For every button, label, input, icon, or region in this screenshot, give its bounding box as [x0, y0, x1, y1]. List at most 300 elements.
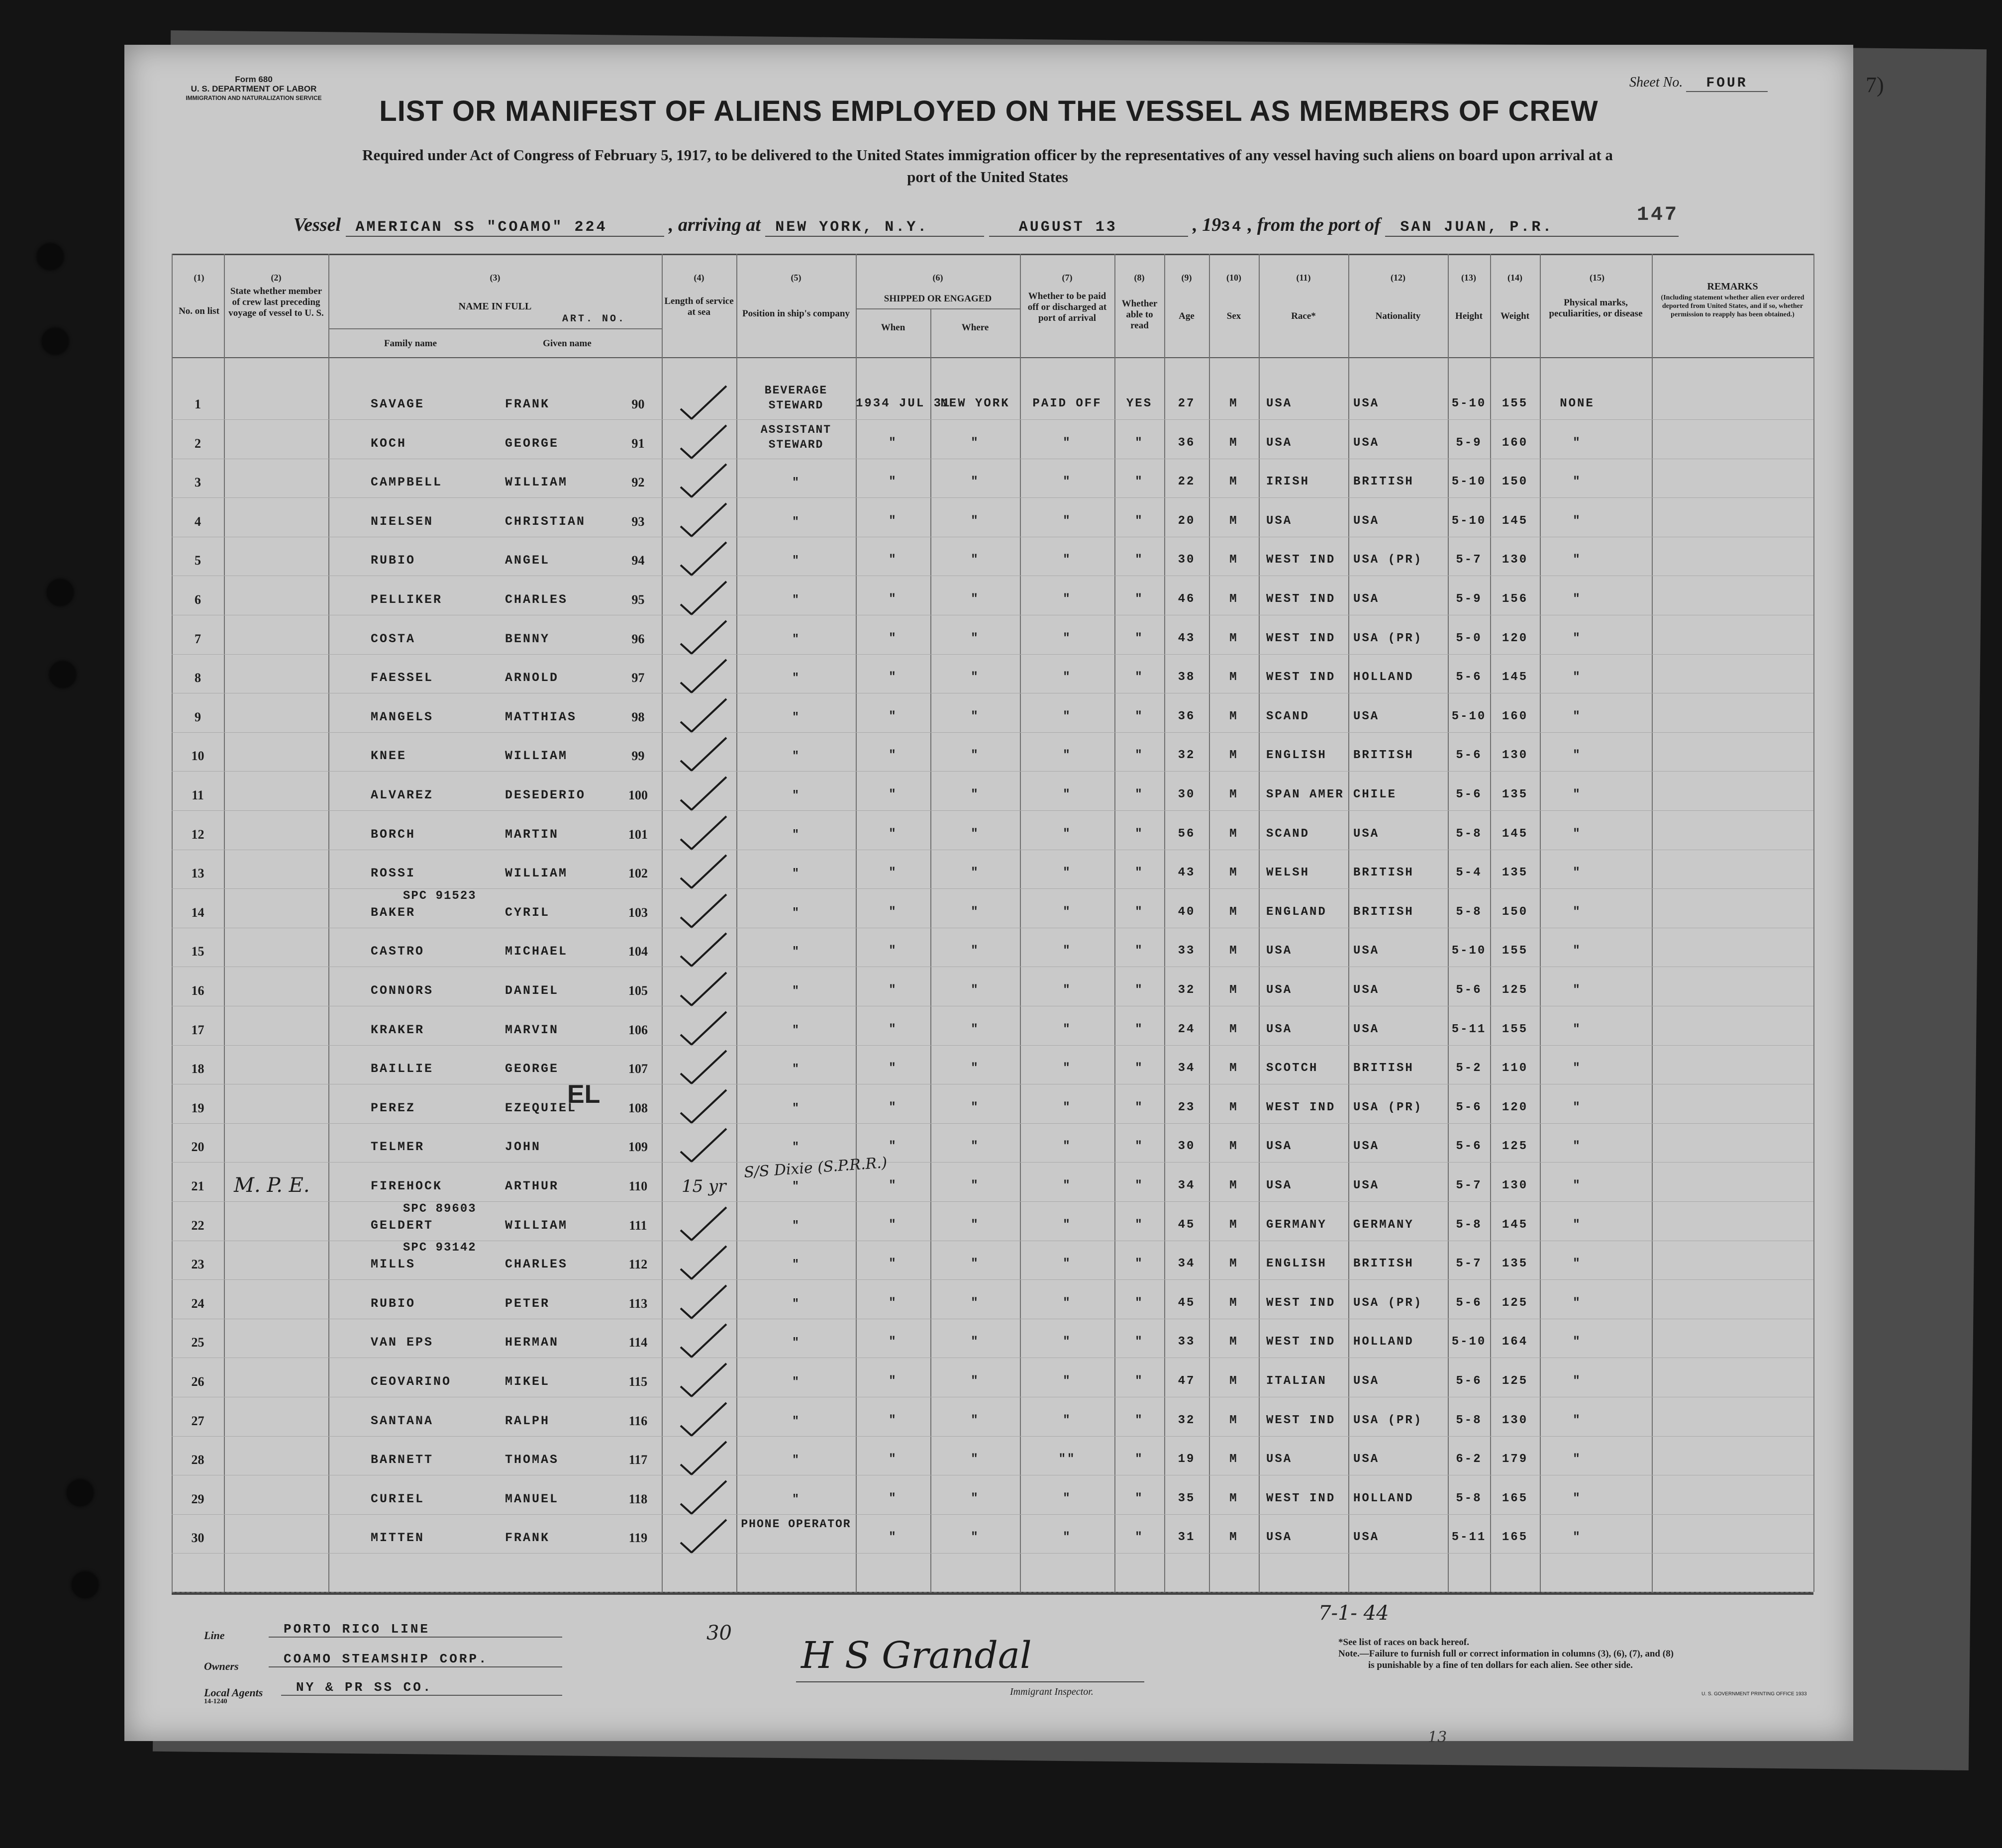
row-rule	[172, 1162, 1813, 1163]
row-family: COSTA	[371, 631, 416, 646]
row-nat: USA	[1353, 436, 1380, 450]
row-marks: "	[1573, 671, 1582, 684]
col-5-number: (5)	[791, 273, 801, 283]
col-12-header: Nationality	[1375, 311, 1421, 321]
row-sex: M	[1229, 436, 1238, 450]
checkmark-icon	[677, 1361, 721, 1395]
row-weight: 130	[1502, 1179, 1528, 1192]
row-spc-number: SPC 89603	[403, 1202, 477, 1216]
row-art: 117	[628, 1453, 648, 1467]
row-read: "	[1135, 1100, 1144, 1114]
row-paid: "	[1063, 1491, 1072, 1505]
row-paid: "	[1063, 1296, 1072, 1310]
row-given: WILLIAM	[505, 749, 568, 764]
row-given: CHRISTIAN	[505, 514, 586, 529]
row-paid: "	[1063, 475, 1072, 489]
row-art: 109	[628, 1140, 648, 1155]
row-paid: "	[1063, 1335, 1072, 1349]
row-marks: "	[1573, 1374, 1582, 1388]
row-art: 108	[628, 1100, 648, 1115]
row-position: "	[792, 1258, 800, 1271]
row-given: MARVIN	[505, 1022, 559, 1037]
row-position: "	[792, 476, 800, 489]
row-marks: "	[1573, 1257, 1582, 1271]
row-weight: 135	[1502, 1257, 1528, 1271]
row-marks: "	[1573, 749, 1582, 763]
row-where: "	[971, 1218, 980, 1232]
row-sex: M	[1229, 1413, 1238, 1427]
row-sex: M	[1229, 749, 1238, 763]
row-age: 30	[1178, 553, 1196, 567]
row-sex: M	[1229, 1062, 1238, 1075]
checkmark-icon	[677, 696, 721, 731]
row-when: "	[889, 1491, 898, 1505]
arrival-year: 34	[1221, 219, 1243, 236]
row-race: WEST IND	[1266, 671, 1336, 684]
row-race: WELSH	[1266, 866, 1310, 880]
row-rule	[172, 732, 1813, 733]
row-where: "	[971, 1179, 980, 1192]
row-paid: "	[1063, 1531, 1072, 1545]
row-age: 43	[1178, 866, 1196, 880]
row-nat: USA	[1353, 1140, 1380, 1154]
row-no: 8	[195, 671, 201, 685]
row-paid: "	[1063, 1179, 1072, 1192]
row-no: 13	[191, 866, 204, 881]
row-position: "	[792, 789, 800, 802]
row-paid: "	[1063, 1257, 1072, 1271]
row-sex: M	[1229, 788, 1238, 801]
row-when: "	[889, 1062, 898, 1075]
row-weight: 150	[1502, 905, 1528, 919]
row-art: 99	[631, 749, 645, 764]
row-race: ITALIAN	[1266, 1374, 1327, 1388]
row-weight: 120	[1502, 1100, 1528, 1114]
sheet-number: FOUR	[1686, 76, 1767, 92]
row-age: 36	[1178, 709, 1196, 723]
row-race: USA	[1266, 1453, 1293, 1466]
row-family: PELLIKER	[371, 592, 443, 607]
row-nat: HOLLAND	[1353, 671, 1414, 684]
row-age: 19	[1178, 1453, 1196, 1466]
row-position: "	[792, 750, 800, 763]
row-paid: "	[1063, 1218, 1072, 1232]
department-name: U. S. DEPARTMENT OF LABOR	[191, 84, 317, 94]
row-sex: M	[1229, 631, 1238, 645]
row-given: GEORGE	[505, 436, 559, 451]
row-age: 45	[1178, 1218, 1196, 1232]
row-no: 7	[195, 631, 201, 646]
row-age: 34	[1178, 1062, 1196, 1075]
row-nat: USA	[1353, 1531, 1380, 1545]
row-weight: 164	[1502, 1335, 1528, 1349]
row-paid: "	[1063, 631, 1072, 645]
row-read: "	[1135, 1491, 1144, 1505]
where-header: Where	[961, 322, 989, 333]
col-6-header: SHIPPED OR ENGAGED	[884, 293, 992, 304]
row-read: "	[1135, 1218, 1144, 1232]
row-weight: 155	[1502, 397, 1528, 410]
row-height: 5-11	[1451, 1022, 1487, 1036]
row-position: "	[792, 984, 800, 997]
row-where: "	[971, 1491, 980, 1505]
row-given: EZEQUIEL	[505, 1100, 577, 1115]
row-family: NIELSEN	[371, 514, 434, 529]
row-marks: "	[1573, 1179, 1582, 1192]
row-paid: "	[1063, 944, 1072, 958]
row-weight: 145	[1502, 671, 1528, 684]
row-no: 19	[191, 1100, 204, 1115]
row-art: 112	[628, 1257, 648, 1272]
row-no: 24	[191, 1296, 204, 1311]
row-when: "	[889, 592, 898, 606]
row-marks: "	[1573, 1062, 1582, 1075]
footer-mark: 7-1- 44	[1318, 1602, 1389, 1625]
row-weight: 110	[1502, 1062, 1528, 1075]
row-given: MICHAEL	[505, 944, 568, 959]
row-height: 5-8	[1456, 1413, 1482, 1427]
row-where: "	[971, 631, 980, 645]
row-weight: 120	[1502, 631, 1528, 645]
row-height: 5-8	[1456, 827, 1482, 841]
row-marks: "	[1573, 1531, 1582, 1545]
row-sex: M	[1229, 1257, 1238, 1271]
row-paid: "	[1063, 709, 1072, 723]
row-position: "	[792, 906, 800, 919]
row-sex: M	[1229, 1218, 1238, 1232]
row-race: USA	[1266, 397, 1293, 410]
remarks-header: REMARKS	[1707, 281, 1758, 292]
row-family: ROSSI	[371, 866, 416, 881]
row-read: "	[1135, 749, 1144, 763]
col-9-header: Age	[1179, 311, 1195, 321]
row-height: 5-6	[1456, 749, 1482, 763]
row-height: 5-6	[1456, 983, 1482, 997]
row-height: 5-8	[1456, 905, 1482, 919]
checkmark-icon	[677, 1009, 721, 1044]
row-nat: USA	[1353, 1179, 1380, 1192]
row-read: "	[1135, 1453, 1144, 1466]
row-sex: M	[1229, 983, 1238, 997]
row-race: WEST IND	[1266, 1100, 1336, 1114]
row-rule	[172, 419, 1813, 420]
vessel-name: AMERICAN SS "COAMO" 224	[346, 219, 664, 237]
row-height: 5-9	[1456, 436, 1482, 450]
row-when: "	[889, 1179, 898, 1192]
row-height: 5-6	[1456, 671, 1482, 684]
row-age: 34	[1178, 1257, 1196, 1271]
form-number: Form 680	[235, 75, 273, 84]
row-race: GERMANY	[1266, 1218, 1327, 1232]
row-when: "	[889, 749, 898, 763]
row-art: 106	[628, 1022, 648, 1037]
row-paid: "	[1063, 1100, 1072, 1114]
row-art: 90	[631, 397, 645, 411]
row-given: GEORGE	[505, 1062, 559, 1076]
col-14-number: (14)	[1507, 273, 1522, 283]
row-rule	[172, 497, 1813, 498]
family-name-header: Family name	[384, 338, 437, 349]
col-12-number: (12)	[1391, 273, 1405, 283]
row-read: "	[1135, 905, 1144, 919]
row-where: "	[971, 1140, 980, 1154]
row-position: "	[792, 1180, 800, 1193]
row-height: 5-10	[1451, 475, 1487, 489]
row-family: BAKER	[371, 905, 416, 920]
row-rule	[172, 1045, 1813, 1046]
row-marks: "	[1573, 1335, 1582, 1349]
row-read: "	[1135, 1257, 1144, 1271]
row-position: "	[792, 867, 800, 880]
row-paid: "	[1063, 866, 1072, 880]
row-paid: "	[1063, 436, 1072, 450]
row-height: 5-4	[1456, 866, 1482, 880]
row-race: USA	[1266, 436, 1293, 450]
row-position: BEVERAGE STEWARD	[764, 384, 828, 412]
row-no: 12	[191, 827, 204, 842]
row-height: 5-6	[1456, 788, 1482, 801]
row-sex: M	[1229, 1453, 1238, 1466]
checkmark-icon	[677, 891, 721, 926]
arrival-date: AUGUST 13	[989, 219, 1188, 237]
row-nat: CHILE	[1353, 788, 1397, 801]
arrival-port: NEW YORK, N.Y.	[765, 219, 984, 237]
row-marks: "	[1573, 1296, 1582, 1310]
row-service-note: 15 yr	[682, 1176, 726, 1196]
bottom-mark: 13	[1428, 1729, 1447, 1746]
row-read: "	[1135, 592, 1144, 606]
checkmark-icon	[677, 930, 721, 965]
row-read: "	[1135, 1413, 1144, 1427]
row-given: HERMAN	[505, 1335, 559, 1350]
row-art: 93	[631, 514, 645, 529]
col-8-header: Whether able to read	[1121, 298, 1158, 331]
row-read: "	[1135, 788, 1144, 801]
row-family: RUBIO	[371, 553, 416, 568]
row-art: 114	[628, 1335, 648, 1350]
row-race: USA	[1266, 514, 1293, 528]
row-paid: PAID OFF	[1032, 397, 1102, 410]
row-family: SANTANA	[371, 1413, 434, 1428]
row-nat: USA	[1353, 1453, 1380, 1466]
row-sex: M	[1229, 827, 1238, 841]
row-race: SCAND	[1266, 827, 1310, 841]
row-where: "	[971, 1335, 980, 1349]
row-paid: "	[1063, 553, 1072, 567]
line-value: PORTO RICO LINE	[269, 1622, 562, 1638]
row-sex: M	[1229, 475, 1238, 489]
row-paid: "	[1063, 749, 1072, 763]
row-paid: "	[1063, 788, 1072, 801]
row-height: 5-11	[1451, 1531, 1487, 1545]
row-weight: 160	[1502, 709, 1528, 723]
row-weight: 130	[1502, 553, 1528, 567]
row-art: 116	[628, 1413, 648, 1428]
remarks-note: (Including statement whether alien ever ordered deported from United States, and if so, whether permission to reapply has been obtained.)	[1661, 294, 1804, 318]
row-art: 96	[631, 631, 645, 646]
row-no: 20	[191, 1140, 204, 1155]
row-family: CASTRO	[371, 944, 425, 959]
row-where: "	[971, 436, 980, 450]
row-art: 107	[628, 1062, 648, 1076]
row-nat: USA (PR)	[1353, 553, 1423, 567]
row-read: "	[1135, 514, 1144, 528]
row-age: 36	[1178, 436, 1196, 450]
row-given: CYRIL	[505, 905, 550, 920]
row-sex: M	[1229, 397, 1238, 410]
row-age: 30	[1178, 1140, 1196, 1154]
row-marks: "	[1573, 1100, 1582, 1114]
row-weight: 165	[1502, 1531, 1528, 1545]
row-age: 30	[1178, 788, 1196, 801]
line-label: Line	[204, 1629, 225, 1642]
checkmark-icon	[677, 1126, 721, 1161]
row-race: USA	[1266, 944, 1293, 958]
row-position: "	[792, 554, 800, 568]
row-nat: USA (PR)	[1353, 1100, 1423, 1114]
row-race: WEST IND	[1266, 553, 1336, 567]
row-family: TELMER	[371, 1140, 425, 1155]
year-prefix: , 19	[1193, 214, 1221, 235]
row-marks: "	[1573, 1218, 1582, 1232]
row-family: MILLS	[371, 1257, 416, 1272]
row-sex: M	[1229, 553, 1238, 567]
row-height: 6-2	[1456, 1453, 1482, 1466]
row-race: SCOTCH	[1266, 1062, 1318, 1075]
row-age: 22	[1178, 475, 1196, 489]
row-spc-number: SPC 93142	[403, 1241, 477, 1255]
col-1-header: No. on list	[179, 306, 219, 316]
row-read: "	[1135, 1335, 1144, 1349]
row-marks: "	[1573, 1413, 1582, 1427]
row-when: 1934 JUL 31	[856, 397, 951, 410]
row-height: 5-10	[1451, 709, 1487, 723]
col-3-number: (3)	[490, 273, 500, 283]
row-given: DESEDERIO	[505, 788, 586, 802]
row-race: WEST IND	[1266, 1296, 1336, 1310]
row-height: 5-7	[1456, 553, 1482, 567]
col-7-number: (7)	[1062, 273, 1073, 283]
row-when: "	[889, 514, 898, 528]
row-when: "	[889, 1257, 898, 1271]
row-family: VAN EPS	[371, 1335, 434, 1350]
inspector-signature: H S Grandal	[801, 1634, 1032, 1677]
row-where: "	[971, 944, 980, 958]
row-read: "	[1135, 1062, 1144, 1075]
row-paid: "	[1063, 514, 1072, 528]
row-rule	[172, 1436, 1813, 1437]
row-when: "	[889, 905, 898, 919]
row-position: ASSISTANT STEWARD	[760, 423, 832, 451]
row-art: 119	[628, 1531, 648, 1546]
checkmark-icon	[677, 1321, 721, 1356]
row-when: "	[889, 1531, 898, 1545]
row-no: 11	[192, 788, 204, 802]
row-read: "	[1135, 1374, 1144, 1388]
row-given: WILLIAM	[505, 1218, 568, 1233]
row-weight: 135	[1502, 788, 1528, 801]
row-given: MANUEL	[505, 1491, 559, 1506]
row-sex: M	[1229, 592, 1238, 606]
checkmark-icon	[677, 1517, 721, 1552]
row-weight: 179	[1502, 1453, 1528, 1466]
row-read: "	[1135, 944, 1144, 958]
row-given: WILLIAM	[505, 475, 568, 490]
row-read: "	[1135, 1179, 1144, 1192]
row-nat: USA	[1353, 944, 1380, 958]
row-when: "	[889, 1140, 898, 1154]
row-no: 29	[191, 1491, 204, 1506]
row-given: PETER	[505, 1296, 550, 1311]
row-weight: 125	[1502, 1140, 1528, 1154]
col-5-header: Position in ship's company	[742, 308, 850, 319]
row-height: 5-6	[1456, 1100, 1482, 1114]
row-position: "	[792, 1375, 800, 1388]
row-no: 25	[191, 1335, 204, 1350]
row-weight: 156	[1502, 592, 1528, 606]
row-age: 43	[1178, 631, 1196, 645]
row-read: "	[1135, 709, 1144, 723]
row-sex: M	[1229, 671, 1238, 684]
row-family: SAVAGE	[371, 397, 425, 411]
subtitle-line-2: port of the United States	[907, 168, 1068, 186]
row-position: "	[792, 672, 800, 685]
row-weight: 125	[1502, 1374, 1528, 1388]
row-when: "	[889, 475, 898, 489]
checkmark-icon	[677, 657, 721, 691]
row-height: 5-6	[1456, 1374, 1482, 1388]
row-family: MITTEN	[371, 1531, 425, 1546]
penalty-note-1: Note.—Failure to furnish full or correct information in columns (3), (6), (7), and (8)	[1338, 1649, 1674, 1659]
row-marks: NONE	[1560, 397, 1595, 410]
row-nat: USA (PR)	[1353, 1296, 1423, 1310]
footer-tally: 30	[706, 1622, 732, 1645]
row-nat: BRITISH	[1353, 866, 1414, 880]
row-rule	[172, 1553, 1813, 1554]
col-2-header: State whether member of crew last preceding voyage of vessel to U. S.	[228, 286, 324, 318]
checkmark-icon	[677, 1400, 721, 1435]
row-sex: M	[1229, 1491, 1238, 1505]
row-read: YES	[1126, 397, 1153, 410]
row-art: 105	[628, 983, 648, 998]
row-paid: "	[1063, 827, 1072, 841]
col-10-number: (10)	[1226, 273, 1241, 283]
row-race: WEST IND	[1266, 1491, 1336, 1505]
row-nat: USA	[1353, 1374, 1380, 1388]
col-13-number: (13)	[1461, 273, 1476, 283]
row-no: 14	[191, 905, 204, 920]
row-weight: 130	[1502, 749, 1528, 763]
row-age: 24	[1178, 1022, 1196, 1036]
row-height: 5-10	[1451, 944, 1487, 958]
row-read: "	[1135, 983, 1144, 997]
row-nat: BRITISH	[1353, 475, 1414, 489]
sheet-label: Sheet No.	[1629, 75, 1683, 90]
row-when: "	[889, 983, 898, 997]
checkmark-icon	[677, 383, 721, 418]
row-read: "	[1135, 1296, 1144, 1310]
row-where: "	[971, 671, 980, 684]
row-art: 100	[628, 788, 648, 802]
row-paid: "	[1063, 1413, 1072, 1427]
row-family: BARNETT	[371, 1453, 434, 1467]
form-code: 14-1240	[204, 1698, 227, 1705]
row-nat: USA	[1353, 1022, 1380, 1036]
agents-value: NY & PR SS CO.	[281, 1680, 562, 1696]
col-9-number: (9)	[1181, 273, 1192, 283]
row-where: "	[971, 475, 980, 489]
col-3-header: NAME IN FULL	[458, 301, 532, 312]
